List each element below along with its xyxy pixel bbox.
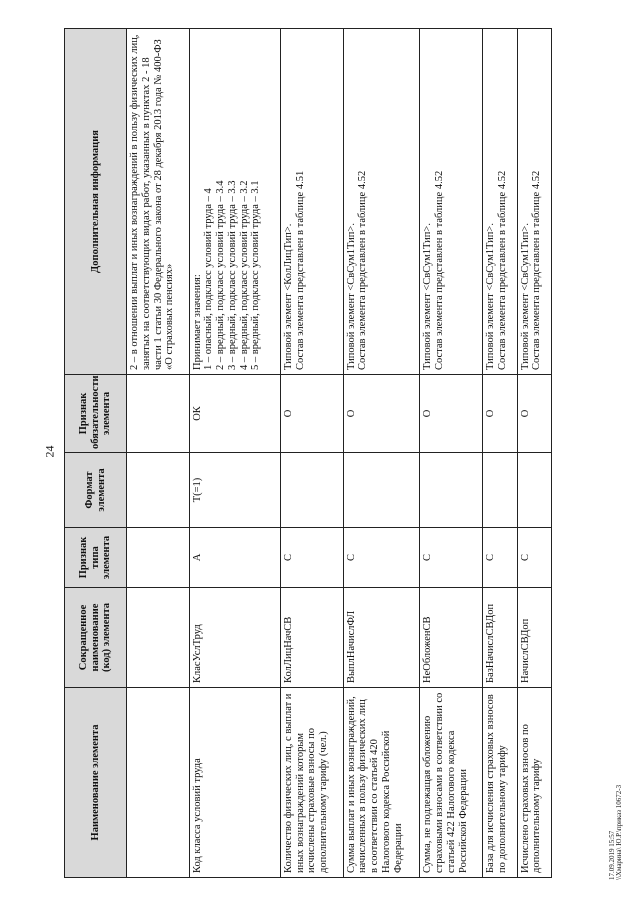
table-row <box>483 29 517 878</box>
table-row <box>517 29 551 878</box>
cell-type: С <box>343 528 420 588</box>
cell-type <box>127 528 190 588</box>
cell-type: С <box>280 528 343 588</box>
header-code: Сокращенное наименование (код) элемента <box>65 588 127 688</box>
cell-type: С <box>517 528 551 588</box>
cell-name: Код класса условий труда <box>189 688 280 878</box>
header-name: Наименование элемента <box>65 688 127 878</box>
info-line: Состав элемента представлен в таблице 4.52 <box>496 170 508 370</box>
cell-info <box>483 29 517 375</box>
cell-type: С <box>420 528 483 588</box>
cell-code: ВыплНачислФЛ <box>343 588 420 688</box>
info-line: 2 – вредный, подкласс условий труда – 3.4 <box>215 180 227 370</box>
cell-required: О <box>343 375 420 453</box>
cell-required: ОК <box>189 375 280 453</box>
cell-code: НеОбложенСВ <box>420 588 483 688</box>
info-line: 1 – опасный, подкласс условий труда – 4 <box>203 188 215 370</box>
info-line: 5 – вредный, подкласс условий труда – 3.1 <box>250 180 262 370</box>
info-line: 3 – вредный, подкласс условий труда – 3.3 <box>226 180 238 370</box>
cell-name: Сумма, не подлежащая обложению страховыми взносами в соответствии со статьей 422 Налогового кодекса Российской Федерации <box>420 688 483 878</box>
info-line: Состав элемента представлен в таблице 4.52 <box>357 170 369 370</box>
cell-format: T(=1) <box>189 453 280 528</box>
cell-required <box>127 375 190 453</box>
cell-name: Исчислено страховых взносов по дополнительному тарифу <box>517 688 551 878</box>
cell-required: О <box>280 375 343 453</box>
info-line: 2 – в отношении выплат и иных вознаграждений в пользу физических лиц, занятых на соответствующих видах работ, указанных в пунктах 2 - 18 части 1 статьи 30 Федерального закона от 28 декабря 2013 года № 400-ФЗ «О страховых пенсиях» <box>129 34 176 370</box>
cell-name <box>127 688 190 878</box>
info-line: Типовой элемент <СвСум1Тип>. <box>345 223 357 370</box>
cell-info <box>517 29 551 375</box>
cell-required: О <box>517 375 551 453</box>
info-line: Состав элемента представлен в таблице 4.52 <box>434 170 446 370</box>
cell-required: О <box>483 375 517 453</box>
stamp-datetime: 17.09.2019 15:57 <box>608 830 616 880</box>
header-format: Формат элемента <box>65 453 127 528</box>
cell-info <box>189 29 280 375</box>
table-row <box>280 29 343 878</box>
print-stamp <box>608 770 622 880</box>
cell-info <box>127 29 190 375</box>
cell-name: Количество физических лиц, с выплат и иных вознаграждений которым исчислены страховые взносы по дополнительному тарифу (чел.) <box>280 688 343 878</box>
header-info: Дополнительная информация <box>65 29 127 375</box>
cell-format <box>343 453 420 528</box>
cell-code: БазНачислСВДоп <box>483 588 517 688</box>
cell-format <box>483 453 517 528</box>
cell-name: Сумма выплат и иных вознаграждений, начисленных в пользу физических лиц в соответствии со статьей 420 Налогового кодекса Российской Федерации <box>343 688 420 878</box>
cell-name: База для исчисления страховых взносов по дополнительному тарифу <box>483 688 517 878</box>
info-line: Принимает значения: <box>191 274 203 370</box>
cell-type: С <box>483 528 517 588</box>
cell-code: НачислСВДоп <box>517 588 551 688</box>
rotated-table-container <box>64 28 552 878</box>
cell-info <box>420 29 483 375</box>
cell-format <box>517 453 551 528</box>
info-line: Типовой элемент <СвСум1Тип>. <box>422 223 434 370</box>
cell-code <box>127 588 190 688</box>
header-required: Признак обязательности элемента <box>65 375 127 453</box>
info-line: Типовой элемент <КолЛицТип>. <box>282 223 294 370</box>
cell-code: КолЛицНачСВ <box>280 588 343 688</box>
cell-format <box>127 453 190 528</box>
cell-info <box>280 29 343 375</box>
table-row <box>127 29 190 878</box>
table-row <box>189 29 280 878</box>
cell-format <box>280 453 343 528</box>
table-row <box>420 29 483 878</box>
info-line: Состав элемента представлен в таблице 4.51 <box>294 170 306 370</box>
page-number: 24 <box>42 445 57 458</box>
cell-code: КласУслТруд <box>189 588 280 688</box>
cell-format <box>420 453 483 528</box>
info-line: 4 – вредный, подкласс условий труда – 3.2 <box>238 180 250 370</box>
elements-table <box>64 28 552 878</box>
cell-info <box>343 29 420 375</box>
stamp-path: \\Хмарина\ Ю.Р.\приказ 10672-3 <box>615 784 623 880</box>
info-line: Типовой элемент <СвСум1Тип>. <box>485 223 497 370</box>
table-header-row <box>65 29 127 878</box>
cell-type: А <box>189 528 280 588</box>
table-row <box>343 29 420 878</box>
info-line: Типовой элемент <СвСум1Тип>. <box>519 223 531 370</box>
info-line: Состав элемента представлен в таблице 4.52 <box>531 170 543 370</box>
header-type: Признак типа элемента <box>65 528 127 588</box>
cell-required: О <box>420 375 483 453</box>
